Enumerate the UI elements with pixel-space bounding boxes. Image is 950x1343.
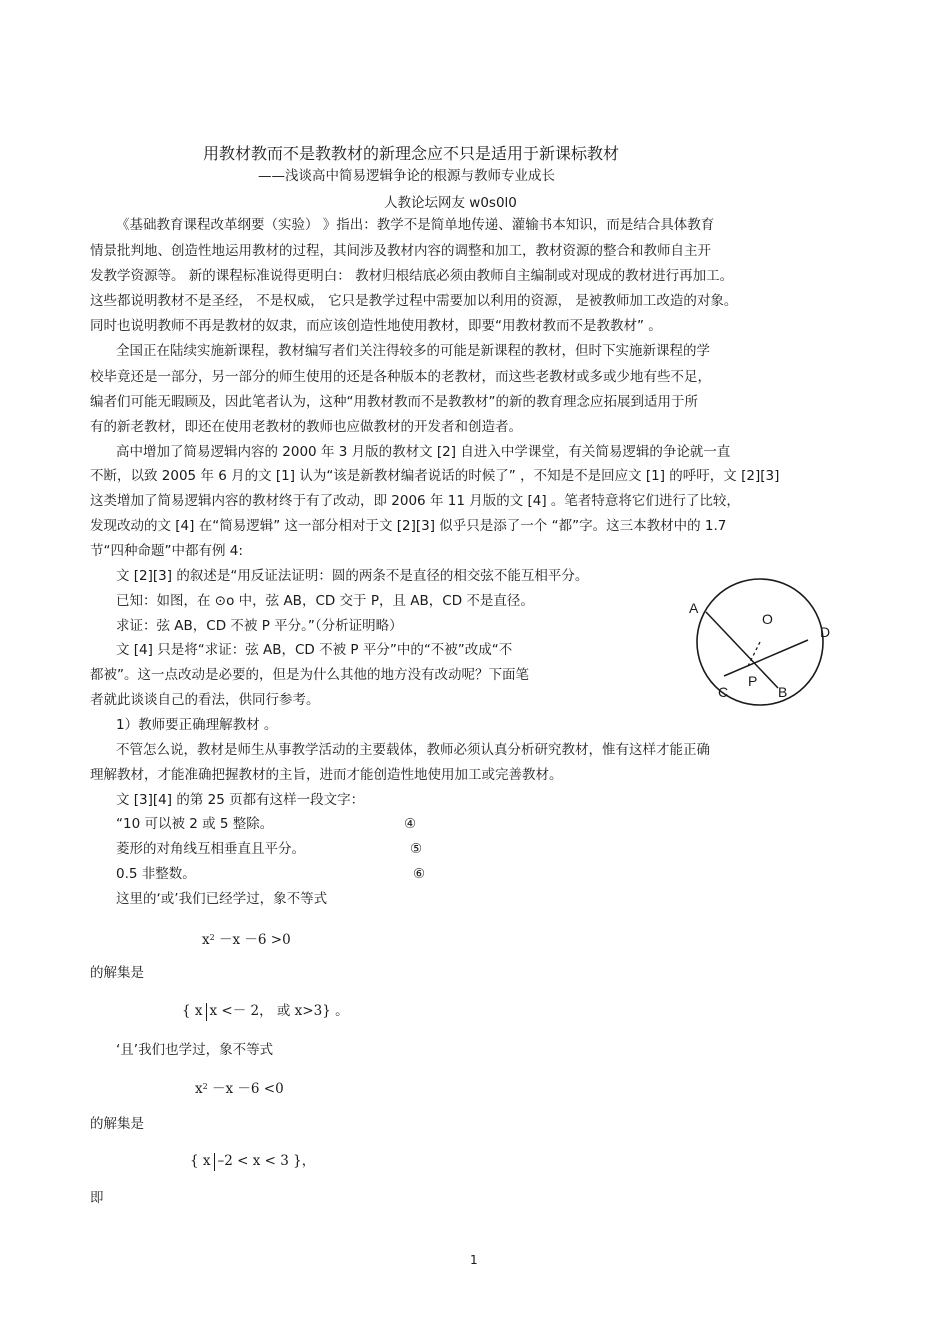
math-rest: －x －6 <0 [212, 1081, 284, 1097]
document-title: 用教材教而不是教教材的新理念应不只是适用于新课标教材 [203, 144, 620, 163]
paragraph-line: 有的新老教材，即还在使用老教材的教师也应做教材的开发者和创造者。 [90, 419, 522, 435]
circle-chord-diagram [680, 570, 840, 710]
solution-set-2 [190, 1151, 315, 1171]
paragraph-line: 理解教材，才能准确把握教材的主旨，进而才能创造性地使用加工或完善教材。 [90, 767, 563, 783]
math-exponent: 2 [202, 1082, 208, 1091]
paragraph-line: 不断，以致 2005 年 6 月的文 [1] 认为“该是新教材编者说话的时候了” ，不知是不是回应文 [1] 的呼吁，文 [2][3] [90, 468, 780, 484]
proposition-marker: ⑤ [410, 841, 423, 857]
paragraph-line: 已知：如图，在 ⊙o 中，弦 AB，CD 交于 P，且 AB，CD 不是直径。 [116, 593, 534, 609]
paragraph-line: 文 [3][4] 的第 25 页都有这样一段文字： [116, 792, 365, 808]
paragraph-line: 发教学资源等。 新的课程标准说得更明白： 教材归根结底必须由教师自主编制或对现成的教材进行再加工。 [90, 268, 734, 284]
paragraph-line: 校毕竟还是一部分，另一部分的师生使用的还是各种版本的老教材，而这些老教材或多或少地有些不足， [90, 369, 711, 385]
paragraph-line: 发现改动的文 [4] 在“简易逻辑” 这一部分相对于文 [2][3] 似乎只是添了一个 “都”字。这三本教材中的 1.7 [90, 518, 727, 534]
paragraph-line: 求证：弦 AB，CD 不被 P 平分。”（分析证明略） [116, 618, 403, 634]
paragraph-line: 这些都说明教材不是圣经， 不是权威， 它只是教学过程中需要加以利用的资源， 是被教师加工改造的对象。 [90, 293, 738, 309]
chord-cd [724, 640, 808, 676]
math-rest: －x －6 >0 [219, 932, 291, 948]
section-heading: 1）教师要正确理解教材 。 [116, 717, 278, 733]
set-body: –2 < x < 3 }， [217, 1153, 316, 1169]
paragraph-line: 的解集是 [90, 1116, 144, 1132]
set-body: x <－ 2， 或 x>3} 。 [209, 1003, 349, 1019]
paragraph-line: 0.5 非整数。 [116, 866, 196, 882]
inequality-2 [195, 1079, 284, 1101]
label-o: O [762, 611, 773, 627]
paragraph-line: 的解集是 [90, 965, 144, 981]
paragraph-line: 全国正在陆续实施新课程，教材编写者们关注得较多的可能是新课程的教材，但时下实施新课程的学 [116, 343, 710, 359]
set-open: { x [190, 1153, 211, 1169]
inequality-1 [202, 930, 291, 952]
page-number: 1 [470, 1253, 478, 1267]
paragraph-line: ‘且’我们也学过，象不等式 [116, 1042, 274, 1058]
set-open: { x [182, 1003, 203, 1019]
label-b: B [778, 684, 788, 700]
paragraph-line: 菱形的对角线互相垂直且平分。 [116, 841, 305, 857]
document-subtitle: ——浅谈高中简易逻辑争论的根源与教师专业成长 [258, 168, 555, 184]
paragraph-line: 者就此谈谈自己的看法，供同行参考。 [90, 692, 320, 708]
label-p: P [748, 673, 758, 689]
proposition-marker: ⑥ [413, 866, 426, 882]
paragraph-line: 情景批判地、创造性地运用教材的过程，其间涉及教材内容的调整和加工，教材资源的整合和教师自主开 [90, 243, 711, 259]
paragraph-line: 文 [2][3] 的叙述是“用反证法证明：圆的两条不是直径的相交弦不能互相平分。 [116, 568, 589, 584]
proposition-marker: ④ [404, 816, 417, 832]
paragraph-line: 都被”。这一点改动是必要的，但是为什么其他的地方没有改动呢？下面笔 [90, 667, 529, 683]
math-var: x [202, 932, 210, 948]
label-d: D [820, 624, 831, 640]
paragraph-line: 同时也说明教师不再是教材的奴隶，而应该创造性地使用教材，即要“用教材教而不是教教材” 。 [90, 318, 662, 334]
paragraph-line: “10 可以被 2 或 5 整除。 [116, 816, 274, 832]
math-exponent: 2 [209, 933, 215, 942]
paragraph-line: 《基础教育课程改革纲要（实验） 》指出：教学不是简单地传递、灌输书本知识，而是结合具体教育 [116, 217, 715, 233]
document-author: 人教论坛网友 w0s0l0 [384, 195, 517, 211]
paragraph-line: 文 [4] 只是将“求证：弦 AB，CD 不被 P 平分”中的“不被”改成“不 [116, 642, 513, 658]
paragraph-line: 即 [90, 1190, 104, 1206]
label-c: C [718, 684, 729, 700]
paragraph-line: 高中增加了简易逻辑内容的 2000 年 3 月版的教材文 [2] 自进入中学课堂，有关简易逻辑的争论就一直 [116, 444, 731, 460]
set-divider [206, 1003, 207, 1021]
set-divider [214, 1153, 215, 1171]
paragraph-line: 这里的‘或’我们已经学过，象不等式 [116, 891, 328, 907]
math-var: x [195, 1081, 203, 1097]
label-a: A [689, 600, 699, 616]
paragraph-line: 这类增加了简易逻辑内容的教材终于有了改动，即 2006 年 11 月版的文 [4] 。笔者特意将它们进行了比较， [90, 493, 740, 509]
solution-set-1 [182, 1001, 349, 1021]
paragraph-line: 编者们可能无暇顾及，因此笔者认为，这种“用教材教而不是教教材”的新的教育理念应拓展到适用于所 [90, 394, 698, 410]
paragraph-line: 不管怎么说，教材是师生从事教学活动的主要载体，教师必须认真分析研究教材，惟有这样才能正确 [116, 742, 710, 758]
paragraph-line: 节“四种命题”中都有例 4: [90, 543, 243, 559]
